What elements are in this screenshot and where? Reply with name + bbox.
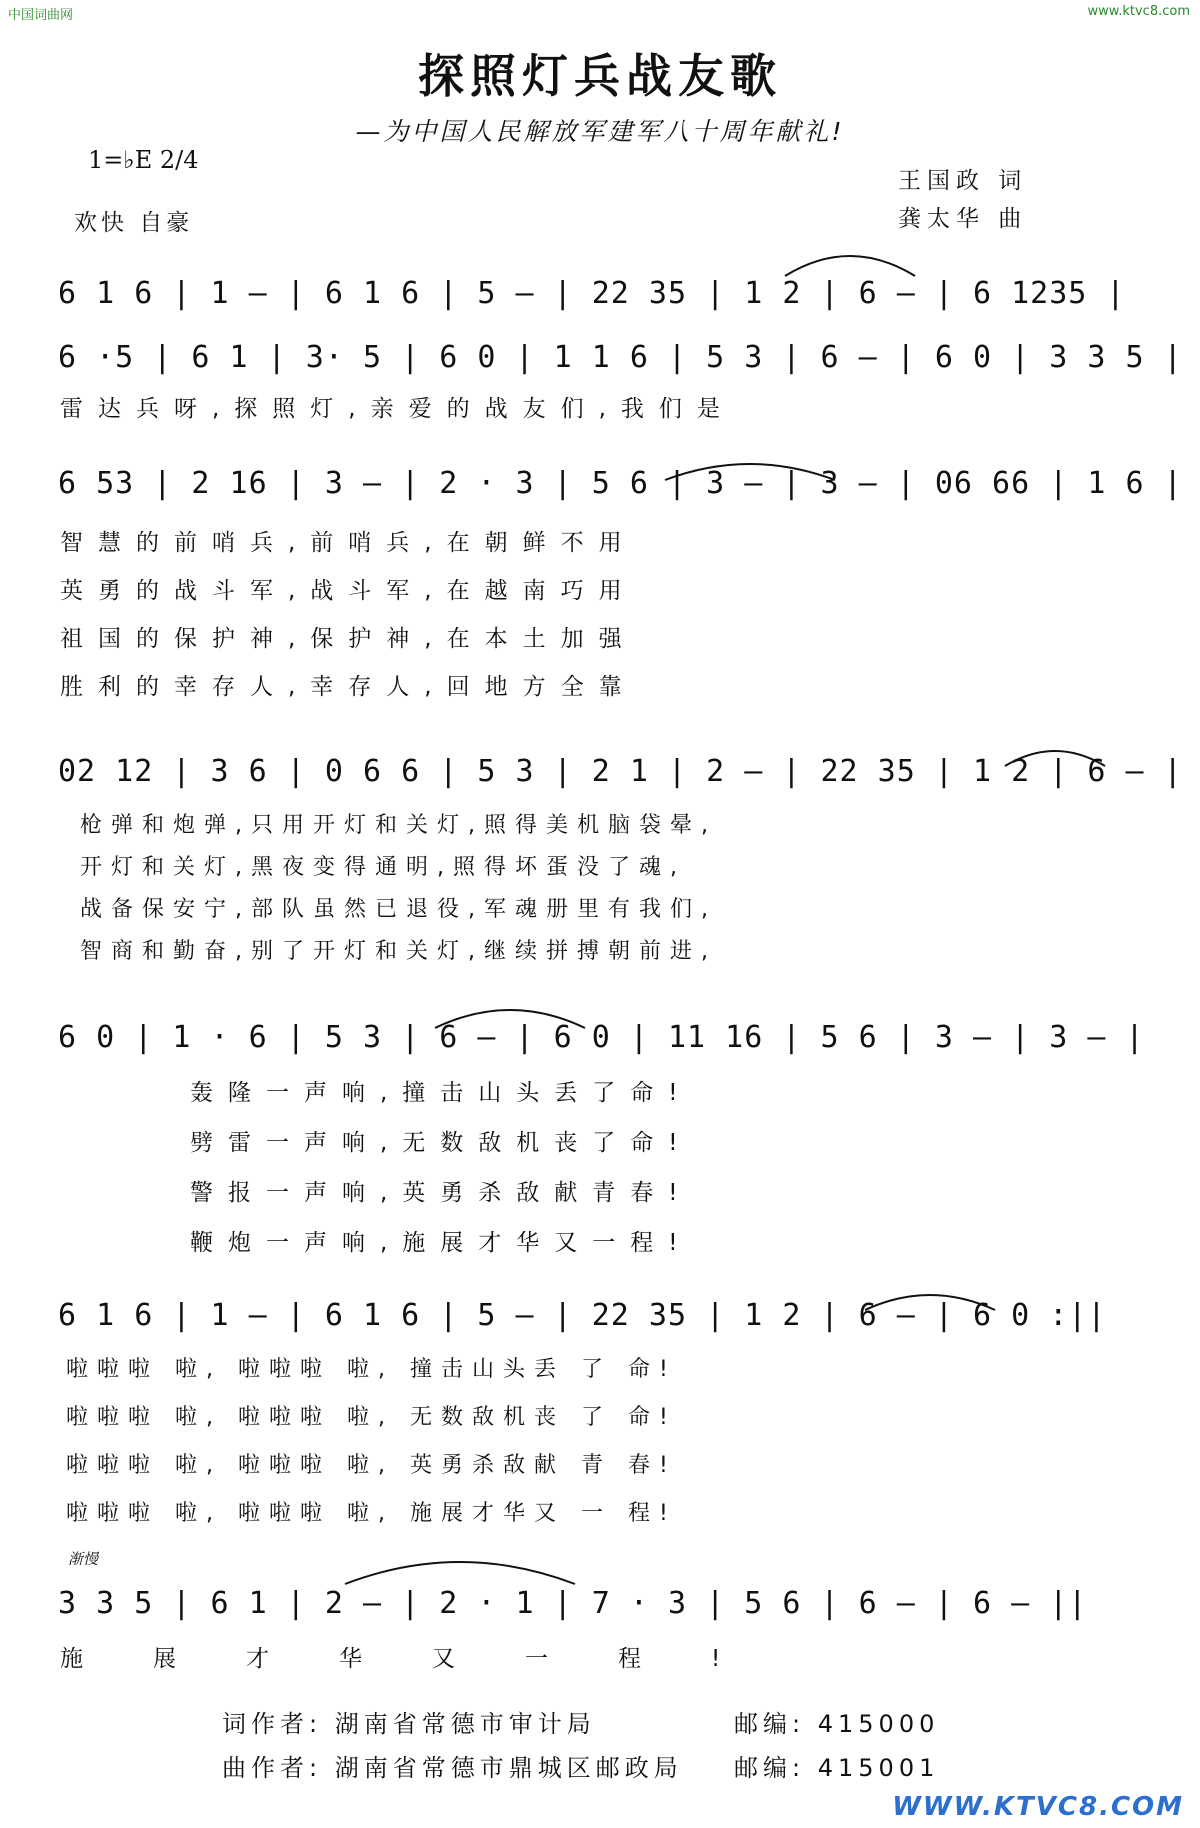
footer-composer-org: 湖南省常德市鼎城区邮政局 (334, 1754, 683, 1782)
song-title: 探照灯兵战友歌 (418, 49, 782, 103)
lyric-line-4-2: 开灯和关灯,黑夜变得通明,照得坏蛋没了魂, (80, 855, 686, 880)
tempo-marking: 欢快 自豪 (74, 210, 194, 236)
footer-composer-label: 曲作者: (222, 1754, 323, 1782)
song-subtitle: —为中国人民解放军建军八十周年献礼! (355, 117, 845, 146)
footer-lyricist-postcode-label: 邮编: (734, 1710, 806, 1738)
footer-lyricist-row (222, 1704, 596, 1739)
footer-lyricist-postcode-value: 415000 (817, 1710, 940, 1738)
slur-arc-7 (340, 1548, 580, 1588)
lyric-line-3-1: 智慧的前哨兵,前哨兵,在朝鲜不用 (60, 530, 637, 556)
lyric-line-4-4: 智商和勤奋,别了开灯和关灯,继续拼搏朝前进, (80, 939, 717, 964)
lyric-line-3-4: 胜利的幸存人,幸存人,回地方全靠 (60, 674, 637, 700)
notation-line-3: 6 53 | 2 16 | 3 — | 2 · 3 | 5 6 | 3 — | 3 — | 06 66 | 1 6 | (58, 466, 1183, 501)
lyric-line-6-2: 啦啦啦 啦, 啦啦啦 啦, 无数敌机丧 了 命! (66, 1405, 677, 1430)
slur-arc-4 (1000, 740, 1110, 770)
lyric-line-6-1: 啦啦啦 啦, 啦啦啦 啦, 撞击山头丢 了 命! (66, 1357, 677, 1382)
slur-arc-5 (430, 998, 590, 1032)
lyric-line-3-2: 英勇的战斗军,战斗军,在越南巧用 (60, 578, 637, 604)
notation-line-1: 6 1 6 | 1 — | 6 1 6 | 5 — | 22 35 | 1 2 | 6 — | 6 1235 | (58, 276, 1126, 311)
lyric-line-2-1: 雷达兵呀,探照灯,亲爱的战友们,我们是 (60, 396, 735, 422)
lyric-line-3-3: 祖国的保护神,保护神,在本土加强 (60, 626, 637, 652)
site-brand-logo: WWW.KTVC8.COM (892, 1792, 1184, 1822)
site-watermark-right: www.ktvc8.com (1087, 4, 1190, 19)
site-watermark-left: 中国词曲网 (8, 8, 74, 23)
slur-arc-3 (660, 454, 840, 484)
lyric-line-4-3: 战备保安宁,部队虽然已退役,军魂册里有我们, (80, 897, 717, 922)
notation-line-2: 6 ·5 | 6 1 | 3· 5 | 6 0 | 1 1 6 | 5 3 | 6 — | 6 0 | 3 3 5 | (58, 340, 1183, 375)
lyricist-credit: 王国政 词 (898, 168, 1028, 194)
lyric-line-4-1: 枪弹和炮弹,只用开灯和关灯,照得美机脑袋晕, (80, 813, 717, 838)
lyric-line-6-3: 啦啦啦 啦, 啦啦啦 啦, 英勇杀敌献 青 春! (66, 1453, 677, 1478)
slur-arc-6 (860, 1284, 1000, 1314)
lyric-line-5-4: 鞭炮一声响,施展才华又一程! (190, 1230, 693, 1256)
slur-arc-1 (780, 240, 920, 280)
lyric-line-6-4: 啦啦啦 啦, 啦啦啦 啦, 施展才华又 一 程! (66, 1501, 677, 1526)
key-signature: 1=♭E 2/4 (88, 146, 199, 174)
footer-lyricist-postcode (734, 1704, 939, 1739)
lyric-line-7-1: 施展才华又一程! (60, 1646, 791, 1672)
footer-lyricist-org: 湖南省常德市审计局 (334, 1710, 596, 1738)
lyric-line-5-1: 轰隆一声响,撞击山头丢了命! (190, 1080, 693, 1106)
footer-composer-postcode-label: 邮编: (734, 1754, 806, 1782)
notation-line-4: 02 12 | 3 6 | 0 6 6 | 5 3 | 2 1 | 2 — | 22 35 | 1 2 | 6 — | (58, 754, 1183, 789)
notation-line-7: 3 3 5 | 6 1 | 2 — | 2 · 1 | 7 · 3 | 5 6 | 6 — | 6 — || (58, 1586, 1088, 1621)
footer-composer-postcode-value: 415001 (817, 1754, 940, 1782)
lyric-line-5-2: 劈雷一声响,无数敌机丧了命! (190, 1130, 693, 1156)
footer-composer-row (222, 1748, 683, 1783)
footer-lyricist-label: 词作者: (222, 1710, 323, 1738)
lyric-line-5-3: 警报一声响,英勇杀敌献青春! (190, 1180, 693, 1206)
notation-line-6: 6 1 6 | 1 — | 6 1 6 | 5 — | 22 35 | 1 2 | 6 — | 6 0 :|| (58, 1298, 1107, 1333)
notation-line-5: 6 0 | 1 · 6 | 5 3 | 6 — | 6 0 | 11 16 | 5 6 | 3 — | 3 — | (58, 1020, 1145, 1055)
tempo-change-marker: 渐慢 (68, 1550, 99, 1568)
footer-composer-postcode (734, 1748, 939, 1783)
composer-credit: 龚太华 曲 (898, 206, 1028, 232)
